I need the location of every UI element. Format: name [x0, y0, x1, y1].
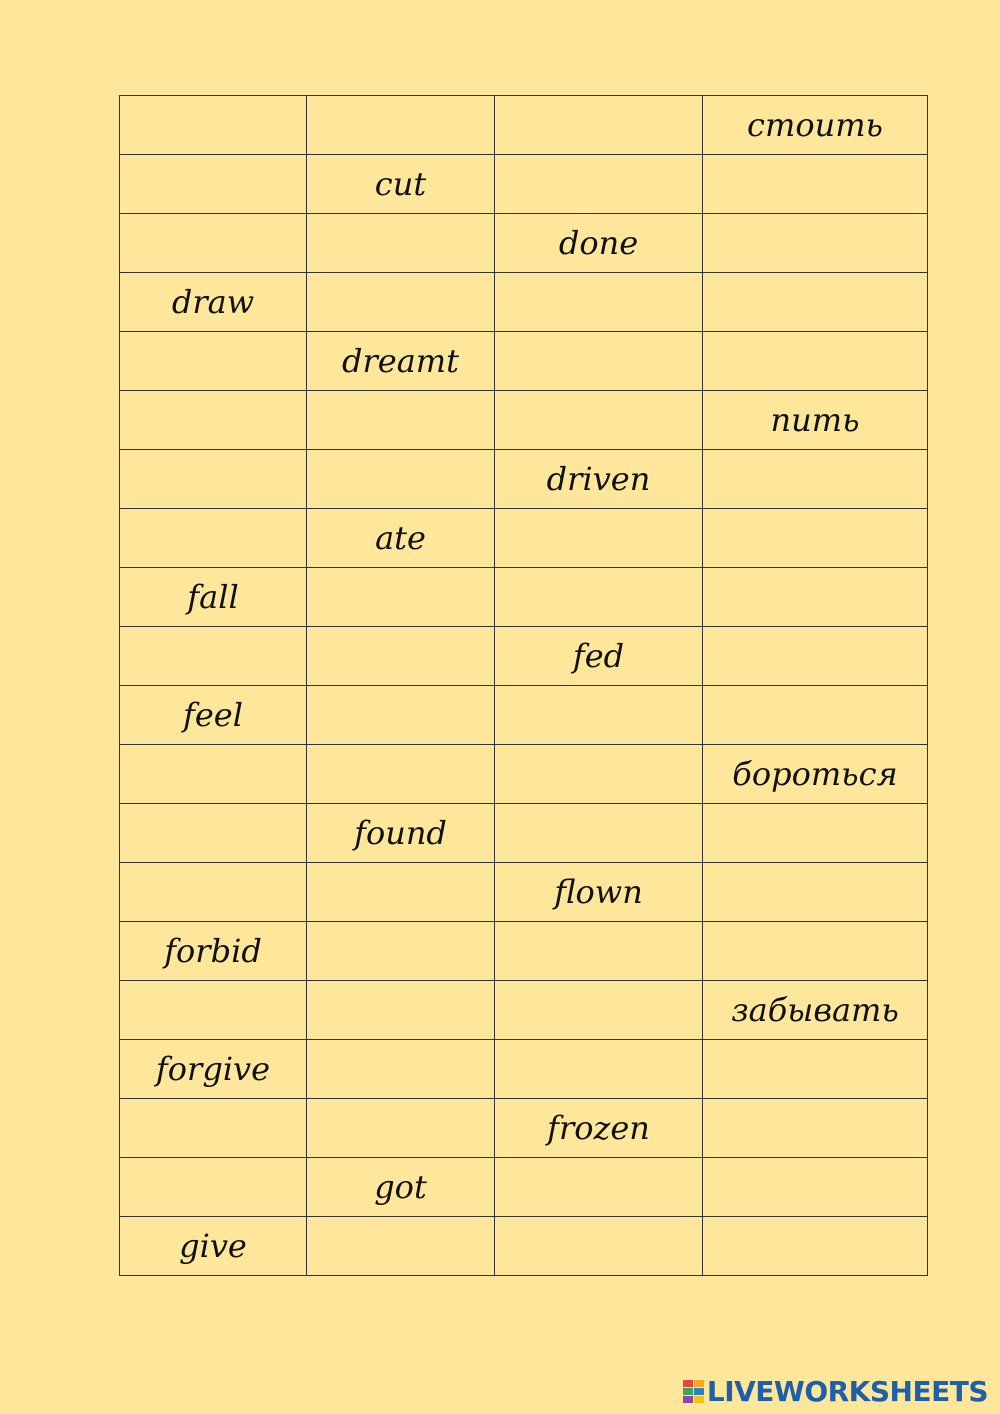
answer-cell[interactable]	[307, 273, 495, 332]
given-word-cell: draw	[120, 273, 307, 332]
answer-cell[interactable]	[120, 1158, 307, 1217]
answer-cell[interactable]	[703, 568, 928, 627]
answer-cell[interactable]	[703, 332, 928, 391]
answer-cell[interactable]	[120, 214, 307, 273]
given-word-cell: пить	[703, 391, 928, 450]
table-row	[120, 509, 928, 568]
logo-block	[683, 1380, 693, 1387]
given-word-cell: frozen	[495, 1099, 703, 1158]
table-row	[120, 863, 928, 922]
answer-cell[interactable]	[703, 509, 928, 568]
answer-cell[interactable]	[495, 922, 703, 981]
given-word-cell: flown	[495, 863, 703, 922]
answer-cell[interactable]	[495, 568, 703, 627]
table-row	[120, 1099, 928, 1158]
table-row	[120, 686, 928, 745]
logo-block	[683, 1388, 693, 1395]
answer-cell[interactable]	[703, 273, 928, 332]
table-row	[120, 214, 928, 273]
answer-cell[interactable]	[703, 686, 928, 745]
answer-cell[interactable]	[120, 450, 307, 509]
answer-cell[interactable]	[703, 214, 928, 273]
answer-cell[interactable]	[307, 686, 495, 745]
given-word-cell: found	[307, 804, 495, 863]
table-body	[120, 96, 928, 1276]
answer-cell[interactable]	[307, 745, 495, 804]
answer-cell[interactable]	[307, 391, 495, 450]
given-word-cell: forgive	[120, 1040, 307, 1099]
logo-block	[683, 1396, 693, 1403]
answer-cell[interactable]	[495, 1040, 703, 1099]
table-row	[120, 745, 928, 804]
answer-cell[interactable]	[495, 1217, 703, 1276]
answer-cell[interactable]	[703, 155, 928, 214]
table-row	[120, 332, 928, 391]
given-word-cell: forbid	[120, 922, 307, 981]
answer-cell[interactable]	[120, 981, 307, 1040]
logo-block	[694, 1396, 704, 1403]
given-word-cell: driven	[495, 450, 703, 509]
given-word-cell: cut	[307, 155, 495, 214]
logo-blocks-icon	[683, 1380, 704, 1403]
given-word-cell: got	[307, 1158, 495, 1217]
answer-cell[interactable]	[307, 981, 495, 1040]
answer-cell[interactable]	[307, 96, 495, 155]
answer-cell[interactable]	[703, 1158, 928, 1217]
answer-cell[interactable]	[307, 568, 495, 627]
given-word-cell: done	[495, 214, 703, 273]
given-word-cell: give	[120, 1217, 307, 1276]
answer-cell[interactable]	[307, 922, 495, 981]
given-word-cell: dreamt	[307, 332, 495, 391]
answer-cell[interactable]	[495, 96, 703, 155]
answer-cell[interactable]	[307, 627, 495, 686]
answer-cell[interactable]	[120, 745, 307, 804]
verb-forms-table	[119, 95, 928, 1276]
answer-cell[interactable]	[495, 155, 703, 214]
answer-cell[interactable]	[120, 155, 307, 214]
answer-cell[interactable]	[495, 804, 703, 863]
given-word-cell: стоить	[703, 96, 928, 155]
table-row	[120, 96, 928, 155]
answer-cell[interactable]	[703, 627, 928, 686]
logo-block	[694, 1380, 704, 1387]
answer-cell[interactable]	[495, 509, 703, 568]
answer-cell[interactable]	[120, 391, 307, 450]
answer-cell[interactable]	[703, 1040, 928, 1099]
answer-cell[interactable]	[120, 627, 307, 686]
answer-cell[interactable]	[120, 863, 307, 922]
answer-cell[interactable]	[120, 1099, 307, 1158]
answer-cell[interactable]	[703, 863, 928, 922]
table-row	[120, 450, 928, 509]
answer-cell[interactable]	[120, 509, 307, 568]
answer-cell[interactable]	[495, 391, 703, 450]
answer-cell[interactable]	[703, 922, 928, 981]
logo-block	[694, 1388, 704, 1395]
answer-cell[interactable]	[307, 863, 495, 922]
table-row	[120, 273, 928, 332]
given-word-cell: fed	[495, 627, 703, 686]
table-row	[120, 391, 928, 450]
given-word-cell: fall	[120, 568, 307, 627]
answer-cell[interactable]	[495, 1158, 703, 1217]
given-word-cell: ate	[307, 509, 495, 568]
answer-cell[interactable]	[495, 686, 703, 745]
answer-cell[interactable]	[703, 804, 928, 863]
table-row	[120, 804, 928, 863]
table-row	[120, 922, 928, 981]
answer-cell[interactable]	[703, 1217, 928, 1276]
answer-cell[interactable]	[120, 332, 307, 391]
answer-cell[interactable]	[120, 804, 307, 863]
logo-text: LIVEWORKSHEETS	[706, 1375, 988, 1408]
answer-cell[interactable]	[703, 1099, 928, 1158]
table-row	[120, 568, 928, 627]
answer-cell[interactable]	[495, 981, 703, 1040]
table-row	[120, 627, 928, 686]
answer-cell[interactable]	[495, 332, 703, 391]
answer-cell[interactable]	[120, 96, 307, 155]
table-row	[120, 1158, 928, 1217]
answer-cell[interactable]	[307, 1217, 495, 1276]
table-row	[120, 155, 928, 214]
given-word-cell: забывать	[703, 981, 928, 1040]
given-word-cell: feel	[120, 686, 307, 745]
answer-cell[interactable]	[495, 745, 703, 804]
liveworksheets-logo	[683, 1375, 988, 1408]
table-row	[120, 1217, 928, 1276]
answer-cell[interactable]	[307, 450, 495, 509]
table-row	[120, 981, 928, 1040]
answer-cell[interactable]	[307, 214, 495, 273]
answer-cell[interactable]	[307, 1099, 495, 1158]
answer-cell[interactable]	[307, 1040, 495, 1099]
answer-cell[interactable]	[495, 273, 703, 332]
given-word-cell: бороться	[703, 745, 928, 804]
answer-cell[interactable]	[703, 450, 928, 509]
table-row	[120, 1040, 928, 1099]
